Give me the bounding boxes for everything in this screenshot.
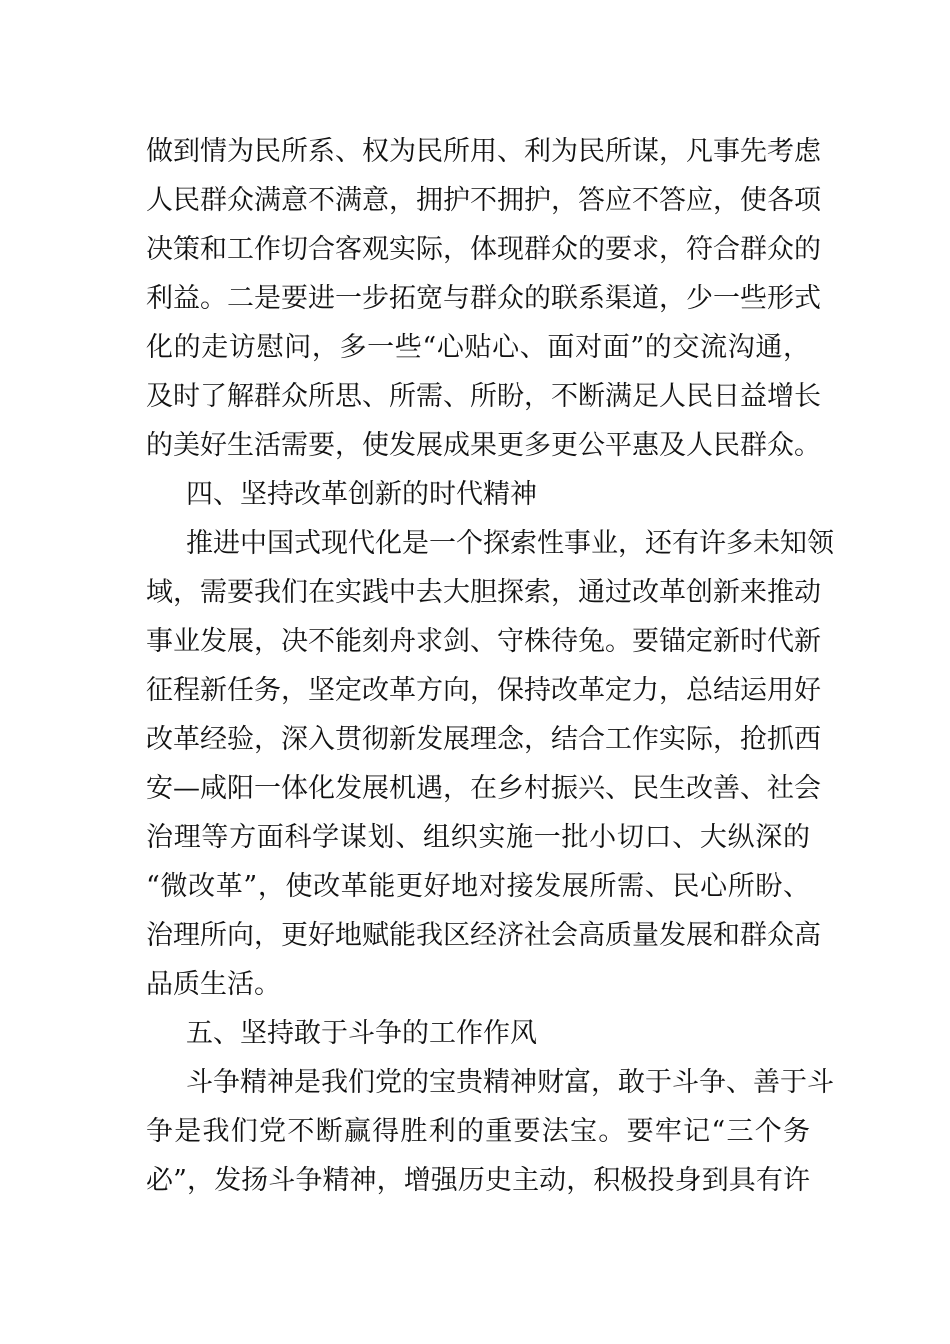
section-heading: 五、坚持敢于斗争的工作作风 (186, 1018, 537, 1049)
body-text-line: 品质生活。 (146, 969, 281, 1000)
body-text-line: “微改革”，使改革能更好地对接发展所需、民心所盼、 (146, 871, 810, 902)
body-text-line: 改革经验，深入贯彻新发展理念，结合工作实际，抢抓西 (146, 724, 821, 755)
body-text-line: 推进中国式现代化是一个探索性事业，还有许多未知领 (186, 528, 834, 559)
body-text-line: 人民群众满意不满意，拥护不拥护，答应不答应，使各项 (146, 185, 821, 216)
body-text-line: 征程新任务，坚定改革方向，保持改革定力，总结运用好 (146, 675, 821, 706)
body-text-line: 安—咸阳一体化发展机遇，在乡村振兴、民生改善、社会 (146, 773, 821, 804)
body-text-line: 做到情为民所系、权为民所用、利为民所谋，凡事先考虑 (146, 136, 821, 167)
body-text-line: 域，需要我们在实践中去大胆探索，通过改革创新来推动 (146, 577, 821, 608)
body-text-line: 决策和工作切合客观实际，体现群众的要求，符合群众的 (146, 234, 821, 265)
body-text-line: 的美好生活需要，使发展成果更多更公平惠及人民群众。 (146, 430, 821, 461)
body-text-line: 利益。二是要进一步拓宽与群众的联系渠道，少一些形式 (146, 283, 821, 314)
section-heading: 四、坚持改革创新的时代精神 (186, 479, 537, 510)
body-text-line: 争是我们党不断赢得胜利的重要法宝。要牢记“三个务 (146, 1116, 810, 1147)
body-text-line: 事业发展，决不能刻舟求剑、守株待兔。要锚定新时代新 (146, 626, 821, 657)
body-text-line: 化的走访慰问，多一些“心贴心、面对面”的交流沟通， (146, 332, 810, 363)
body-text-line: 治理等方面科学谋划、组织实施一批小切口、大纵深的 (146, 822, 810, 853)
body-text-line: 及时了解群众所思、所需、所盼，不断满足人民日益增长 (146, 381, 821, 412)
body-text-line: 治理所向，更好地赋能我区经济社会高质量发展和群众高 (146, 920, 821, 951)
body-text-line: 必”，发扬斗争精神，增强历史主动，积极投身到具有许 (146, 1165, 810, 1196)
body-text-line: 斗争精神是我们党的宝贵精神财富，敢于斗争、善于斗 (186, 1067, 834, 1098)
